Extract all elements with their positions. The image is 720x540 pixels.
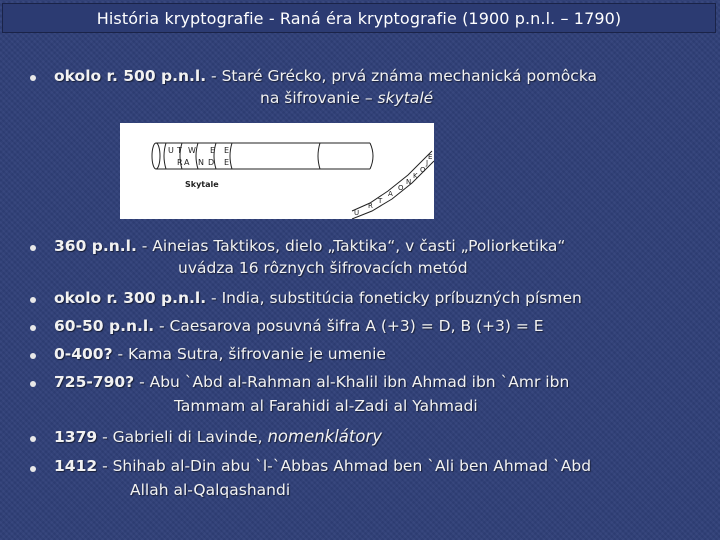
strip-letter: N: [406, 178, 412, 186]
rod-letter: E: [224, 158, 230, 167]
skytale-figure: [120, 123, 434, 219]
item-date: 725-790?: [54, 373, 135, 391]
item-text: - Abu `Abd al-Rahman al-Khalil ibn Ahmad ibn `Amr ibn: [134, 373, 570, 391]
item-continuation: Allah al-Qalqashandi: [130, 481, 291, 499]
item-date: 0-400?: [54, 345, 113, 363]
rod-letter: R: [177, 158, 183, 167]
strip-letter: U: [354, 209, 360, 217]
strip-letter: R: [368, 202, 373, 210]
bullet-icon: [30, 325, 36, 331]
strip-letter: E: [428, 153, 433, 161]
item-text: - Kama Sutra, šifrovanie je umenie: [112, 345, 386, 363]
rod-letter: T: [177, 146, 182, 155]
item-text-italic: nomenklátory: [267, 427, 383, 446]
item-date: 1412: [54, 457, 98, 475]
bullet-icon: [30, 381, 36, 387]
item-continuation: uvádza 16 rôznych šifrovacích metód: [178, 259, 468, 277]
rod-letter: A: [184, 158, 190, 167]
strip-letter: T: [378, 197, 383, 205]
strip-letter: J: [426, 159, 429, 167]
item-continuation: na šifrovanie –: [260, 89, 378, 107]
rod-letter: D: [208, 158, 215, 167]
item-text: - Staré Grécko, prvá známa mechanická pomôcka: [206, 67, 598, 85]
bullet-icon: [30, 297, 36, 303]
item-continuation: Tammam al Farahidi al-Zadi al Yahmadi: [174, 397, 478, 415]
strip-letter: A: [388, 190, 393, 198]
item-date: 60-50 p.n.l.: [54, 317, 155, 335]
item-text: - Shihab al-Din abu `l-`Abbas Ahmad ben `Ali ben Ahmad `Abd: [97, 457, 592, 475]
rod-letter: E: [210, 146, 216, 155]
rod-letter: W: [188, 146, 196, 155]
bullet-icon: [30, 353, 36, 359]
bullet-icon: [30, 75, 36, 81]
item-date: okolo r. 500 p.n.l.: [54, 67, 207, 85]
figure-caption: Skytale: [185, 180, 219, 189]
item-date: 1379: [54, 428, 98, 446]
item-text: - India, substitúcia foneticky príbuzných písmen: [206, 289, 582, 307]
bullet-icon: [30, 245, 36, 251]
item-date: 360 p.n.l.: [54, 237, 137, 255]
item-text: - Aineias Taktikos, dielo „Taktika“, v časti „Poliorketika“: [136, 237, 566, 255]
slide-title: História kryptografie - Raná éra kryptografie (1900 p.n.l. – 1790): [2, 3, 716, 33]
strip-letter: K: [413, 172, 418, 180]
rod-letter: U: [168, 146, 174, 155]
rod-letter: N: [198, 158, 204, 167]
strip-letter: O: [420, 166, 426, 174]
item-continuation-italic: skytalé: [377, 89, 434, 107]
item-text: - Gabrieli di Lavinde,: [97, 428, 268, 446]
skytale-diagram: [120, 123, 434, 219]
strip-letter: O: [398, 184, 404, 192]
bullet-icon: [30, 466, 36, 472]
item-text: - Caesarova posuvná šifra A (+3) = D, B (+3) = E: [154, 317, 544, 335]
bullet-icon: [30, 436, 36, 442]
rod-letter: E: [224, 146, 230, 155]
item-date: okolo r. 300 p.n.l.: [54, 289, 207, 307]
